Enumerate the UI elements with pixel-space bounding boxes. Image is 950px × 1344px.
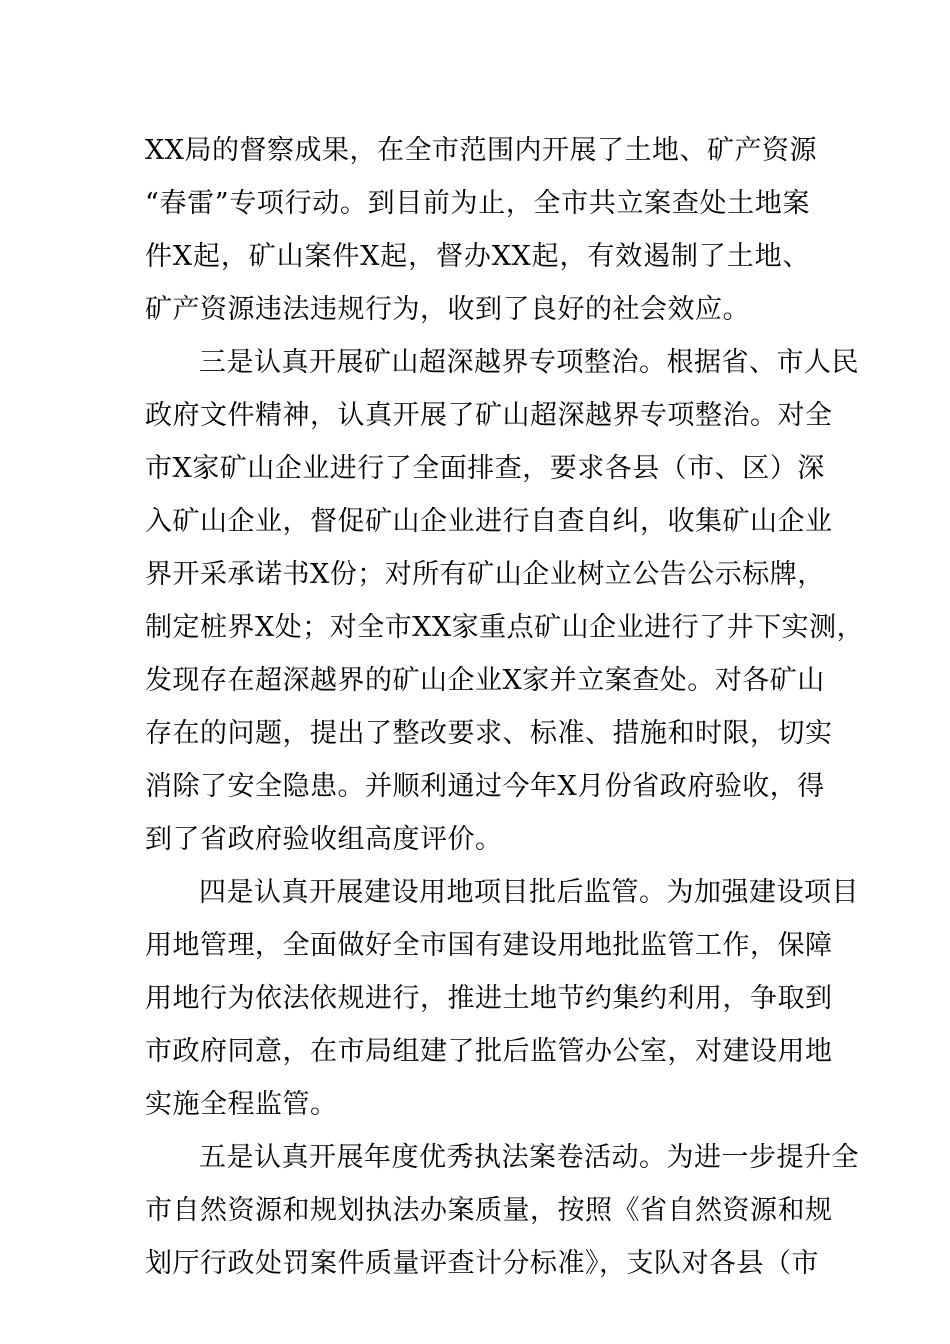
document-body xyxy=(145,124,865,1290)
text-line: “春雷”专项行动。到目前为止，全市共立案查处土地案 xyxy=(145,188,810,219)
paragraph-2 xyxy=(145,336,865,866)
text-line: 用地行为依法依规进行，推进土地节约集约利用，争取到 xyxy=(145,983,833,1014)
text-line: 到了省政府验收组高度评价。 xyxy=(145,824,503,855)
text-line: 市政府同意，在市局组建了批后监管办公室，对建设用地 xyxy=(145,1036,833,1067)
text-line: 件X起，矿山案件X起，督办XX起，有效遏制了土地、 xyxy=(145,241,810,272)
text-line: 制定桩界X处；对全市XX家重点矿山企业进行了井下实测， xyxy=(145,612,865,643)
text-line: 实施全程监管。 xyxy=(145,1089,338,1120)
text-line: 用地管理，全面做好全市国有建设用地批监管工作，保障 xyxy=(145,930,833,961)
text-line: 矿产资源违法违规行为，收到了良好的社会效应。 xyxy=(145,294,750,325)
text-line: 划厅行政处罚案件质量评查计分标准》，支队对各县（市 xyxy=(145,1248,819,1279)
text-line: 入矿山企业，督促矿山企业进行自查自纠，收集矿山企业 xyxy=(145,506,833,537)
text-line: 存在的问题，提出了整改要求、标准、措施和时限，切实 xyxy=(145,718,833,749)
text-line: 市X家矿山企业进行了全面排查，要求各县（市、区）深 xyxy=(145,453,825,484)
text-line: 界开采承诺书X份；对所有矿山企业树立公告公示标牌， xyxy=(145,559,825,590)
paragraph-4 xyxy=(145,1131,859,1290)
text-line: XX局的督察成果，在全市范围内开展了土地、矿产资源 xyxy=(145,135,817,166)
text-line: 五是认真开展年度优秀执法案卷活动。为进一步提升全 xyxy=(199,1142,859,1173)
text-line: 三是认真开展矿山超深越界专项整治。根据省、市人民 xyxy=(199,347,859,378)
text-line: 发现存在超深越界的矿山企业X家并立案查处。对各矿山 xyxy=(145,665,825,696)
paragraph-3 xyxy=(145,866,859,1131)
text-line: 四是认真开展建设用地项目批后监管。为加强建设项目 xyxy=(199,877,859,908)
text-line: 政府文件精神，认真开展了矿山超深越界专项整治。对全 xyxy=(145,400,833,431)
text-line: 市自然资源和规划执法办案质量，按照《省自然资源和规 xyxy=(145,1195,833,1226)
text-line: 消除了安全隐患。并顺利通过今年X月份省政府验收，得 xyxy=(145,771,825,802)
paragraph-1 xyxy=(145,124,817,336)
